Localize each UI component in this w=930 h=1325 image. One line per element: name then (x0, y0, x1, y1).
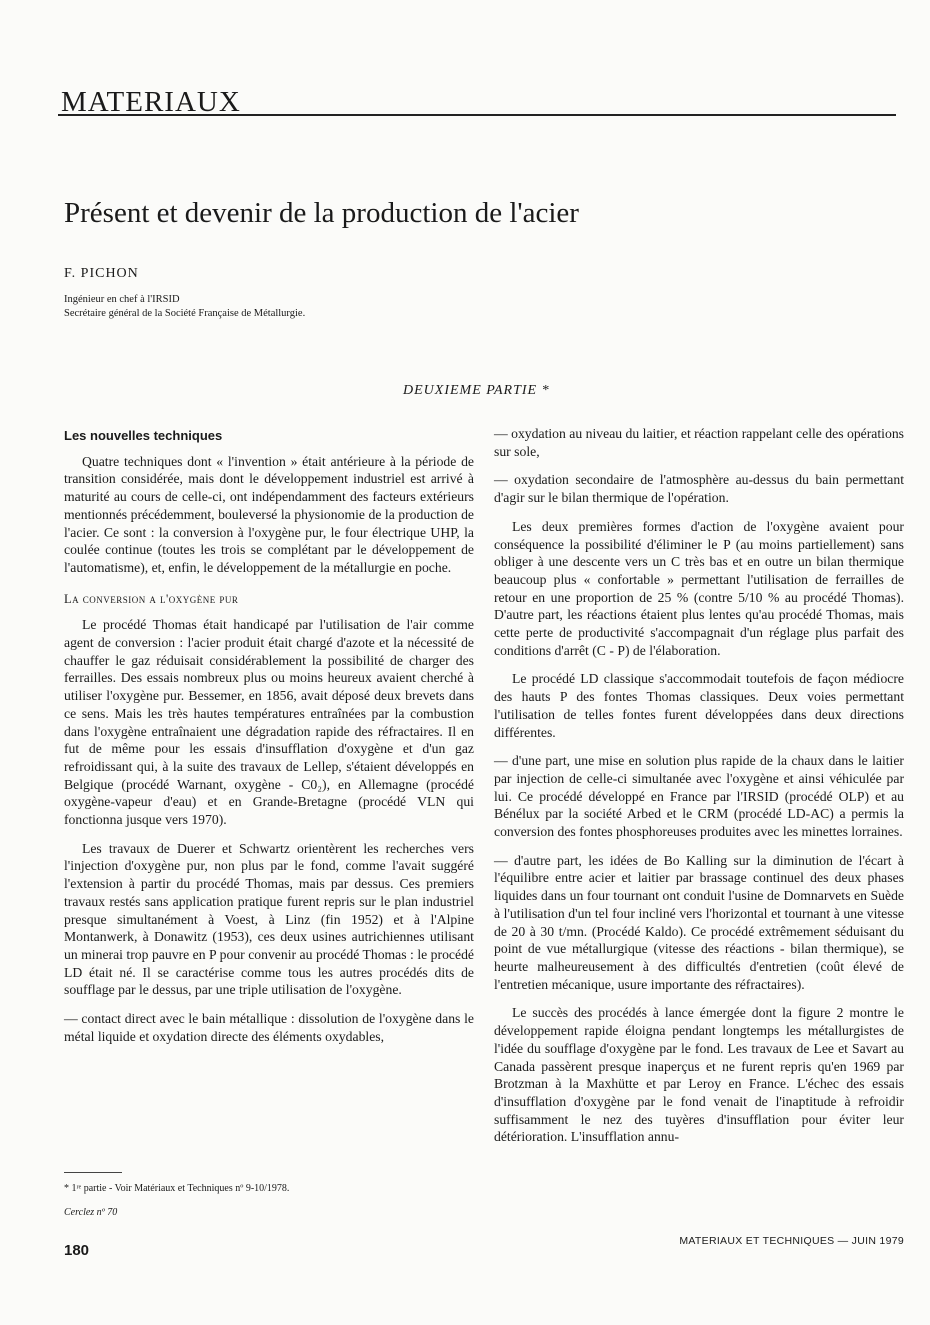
paragraph: — d'une part, une mise en solution plus rapide de la chaux dans le laitier par injection de celle-ci simultanée avec l'oxygène et ainsi véhiculée par lui. Ce procédé développé en France par l'IRSID (procédé OLP) et au Bénélux par la société Arbed et le CRM (procédé LD-AC) a permis la conversion des fontes phosphoreuses produites avec les minettes lorraines. (494, 753, 904, 840)
author: F. PICHON (64, 266, 139, 281)
right-column (494, 425, 904, 1157)
paragraph: Le procédé Thomas était handicapé par l'utilisation de l'air comme agent de conversion : l'acier produit était chargé d'azote et la nécessité de chauffer le gaz réduisait considérablement la possibilité de charger des ferrailles. Des essais nombreux plus ou moins heureux avaient cherché à utiliser l'oxygène pur. Bessemer, en 1856, avait déposé deux brevets dans ce sens. Mais les très hautes températures entraînées par la combustion dans l'oxygène entraînaient une dégradation rapide des réfractaires. Il en fut de même pour les essais d'insufflation d'oxygène et d'un gaz refroidissant qui, à la suite des travaux de Lellep, s'étaient développés en Belgique (procédé Warnant, oxygène - C0₂), en Allemagne (procédé oxygène-vapeur d'eau) et en Grande-Bretagne (procédé VLN qui fonctionna jusque vers 1970). (64, 617, 474, 828)
running-footer: MATERIAUX ET TECHNIQUES — JUIN 1979 (679, 1235, 904, 1247)
paragraph: — oxydation au niveau du laitier, et réaction rappelant celle des opérations sur sole, (494, 426, 904, 459)
section-heading: Les nouvelles techniques (64, 428, 223, 443)
footnote: * 1ʳᵉ partie - Voir Matériaux et Techniques nº 9-10/1978. (64, 1183, 290, 1194)
subsection-heading: La conversion a l'oxygène pur (64, 591, 239, 606)
header-rule (58, 114, 896, 116)
article-title: Présent et devenir de la production de l'acier (64, 197, 579, 229)
paragraph: — contact direct avec le bain métallique : dissolution de l'oxygène dans le métal liquide et oxydation directe des éléments oxydables, (64, 1011, 474, 1044)
paragraph: Les travaux de Duerer et Schwartz orientèrent les recherches vers l'injection d'oxygène pur, non plus par le fond, comme l'avait suggéré l'extension à partir du procédé Thomas, mais par dessus. Ces premiers travaux restés sans application pratique furent repris sur le plan industriel presque simultanément à Voest, à Linz (fin 1952) et à l'Alpine Montanwerk, à Donawitz (1953), ces deux usines autrichiennes utilisant un minerai trop pauvre en P pour convenir au procédé Thomas : le procédé LD était né. Il se caractérise comme tous les autres procédés dits de soufflage par le dessus, par une triple utilisation de l'oxygène. (64, 840, 474, 998)
left-column (64, 425, 474, 1057)
footnote-rule (64, 1172, 122, 1173)
reader-service-number: Cerclez nº 70 (64, 1207, 118, 1218)
section-title: MATERIAUX (61, 86, 241, 118)
paragraph: — oxydation secondaire de l'atmosphère au-dessus du bain permettant d'agir sur le bilan thermique de l'opération. (494, 472, 904, 506)
paragraph: Les deux premières formes d'action de l'oxygène avaient pour conséquence la possibilité d'éliminer le P (au moins partiellement) sans obliger à une descente vers un C très bas et en outre un bilan thermique beaucoup plus « confortable » permettant l'utilisation de ferrailles de retour en une proportion de 25 % (contre 5/10 % au procédé Thomas). D'autre part, les réactions étaient plus lentes qu'au procédé Thomas, mais cette perte de productivité s'accompagnait d'un réglage plus parfait des conditions d'arrêt (C - P) de l'élaboration. (494, 518, 904, 658)
paragraph: — d'autre part, les idées de Bo Kalling sur la diminution de l'écart à l'équilibre entre acier et laitier par brassage continuel des deux phases liquides dans un four tournant ont conduit l'usine de Domnarvets en Suède à l'utilisation d'un tel four incliné vers l'horizontal et tournant à une vitesse de 20 à 30 t/mn. (Procédé Kaldo). Ce procédé extrêmement séduisant du point de vue métallurgique (vitesse des réactions - bilan thermique), se heurte malheureusement à des difficultés d'entretien (coût élevé de l'entretien mécanique, usure importante des réfractaires). (494, 852, 904, 992)
paragraph: Le succès des procédés à lance émergée dont la figure 2 montre le développement rapide éloigna pendant longtemps les métallurgistes de l'idée du soufflage d'oxygène par le fond. Les travaux de Lee et Savart au Canada passèrent presque inaperçus et ne furent repris qu'en 1969 par Brotzman à la Maxhütte et par Leroy en France. L'échec des essais d'insufflation d'oxygène par le fond venait de l'inaptitude à refroidir suffisamment le nez des tuyères d'insufflation pour éviter leur détérioration. L'insufflation annu- (494, 1005, 904, 1145)
affiliation-line: Ingénieur en chef à l'IRSID (64, 294, 180, 305)
paragraph: Le procédé LD classique s'accommodait toutefois de façon médiocre des hauts P des fontes Thomas classiques. Deux voies permettant l'utilisation de telles fontes furent développées dans deux directions différentes. (494, 671, 904, 740)
paragraph: Quatre techniques dont « l'invention » était antérieure à la période de transition considérée, mais dont le développement industriel est arrivé à maturité au cours de celle-ci, ont indépendamment des facteurs extérieurs mentionnés précédemment, bouleversé la physionomie de la production de l'acier. Ce sont : la conversion à l'oxygène pur, le four électrique UHP, la coulée continue (toutes les trois se complétant par le développement de l'automatisme), et, enfin, le développement de la métallurgie en poche. (64, 453, 474, 575)
affiliation-line: Secrétaire général de la Société Française de Métallurgie. (64, 308, 306, 319)
affiliation (64, 293, 305, 321)
part-label: DEUXIEME PARTIE * (403, 383, 550, 398)
page-number: 180 (64, 1242, 90, 1259)
